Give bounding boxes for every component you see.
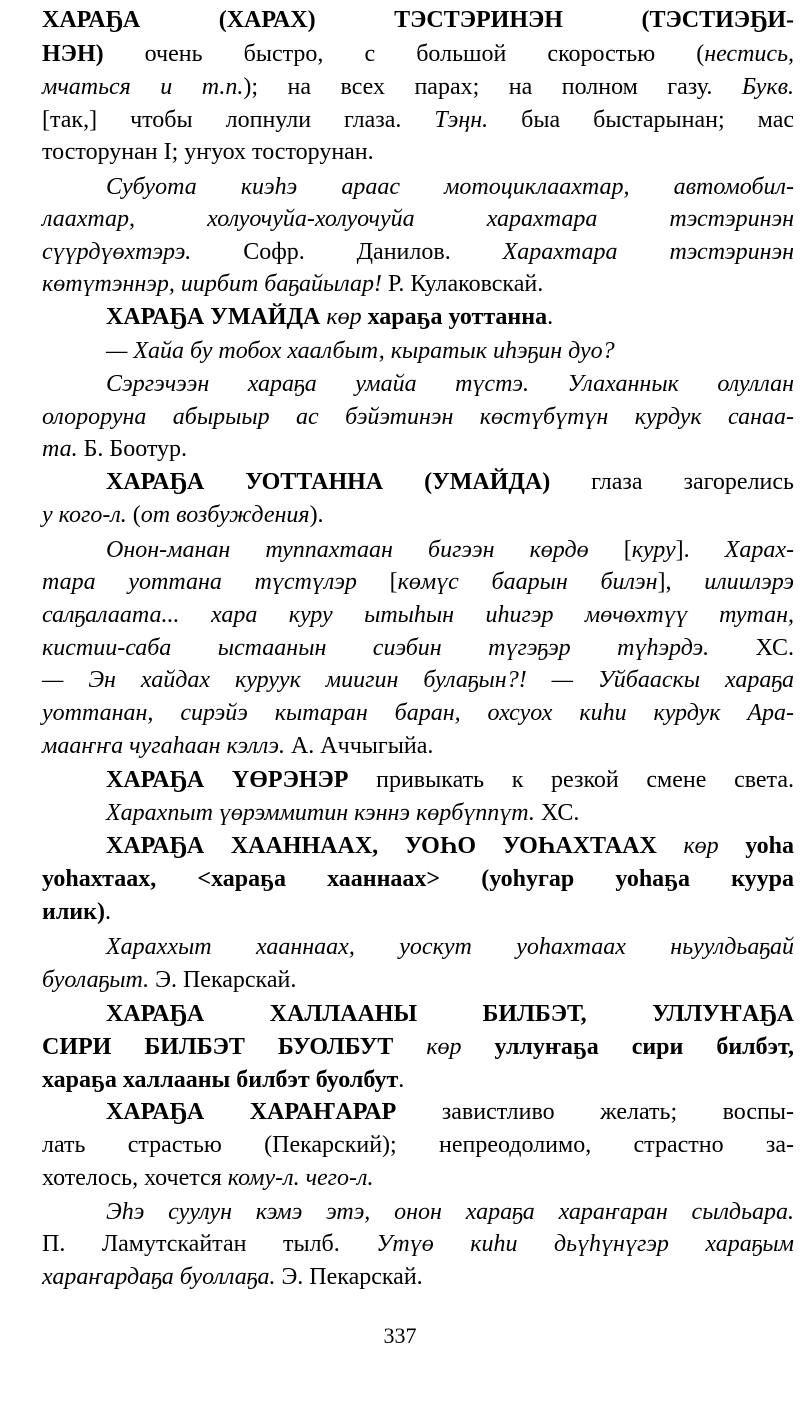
italic-text: куру <box>631 537 676 563</box>
example-line <box>42 599 794 631</box>
plain-text: Э. Пекарскай. <box>275 1264 423 1290</box>
italic-text: Харахтара тэстэринэн <box>502 239 795 265</box>
italic-text: Харахпыт үөрэммитин кэннэ көрбүппүт. <box>106 800 535 826</box>
italic-text: Утүө киһи дьүһүнүгэр хараҕым <box>376 1231 794 1257</box>
example-line <box>106 1196 794 1228</box>
plain-text: . <box>398 1067 405 1093</box>
plain-text: очень быстро, с большой скоростью ( <box>103 41 705 67</box>
text-line <box>42 499 324 531</box>
italic-text: Хараххыт хааннаах, уоскут уоһахтаах ньуулдьаҕай <box>106 934 794 960</box>
headword-text: ХАРАҔА УОТТАННА (УМАЙДА) <box>106 469 551 495</box>
plain-text: ], <box>657 569 705 595</box>
headword-text: хараҕа халлааны билбэт буолбут <box>42 1067 399 1093</box>
entry-headword-line <box>42 4 794 36</box>
example-line <box>106 534 794 566</box>
headword-text: илик) <box>42 899 105 925</box>
italic-text: Букв. <box>741 74 794 100</box>
italic-text: көр <box>320 304 362 330</box>
plain-text: тосторунан I; уҥуох тосторунан. <box>42 139 374 165</box>
text-line <box>42 1064 404 1096</box>
plain-text: глаза загорелись <box>550 469 794 495</box>
italic-text: Онон-манан туппахтаан бигээн көрдө <box>106 537 589 563</box>
plain-text: П. Ламутскайтан тылб. <box>42 1231 377 1257</box>
text-line <box>42 104 794 136</box>
italic-text: Тэңн. <box>434 107 489 133</box>
example-line <box>42 268 543 300</box>
italic-text: от возбуждения <box>140 502 310 528</box>
text-line <box>42 1162 374 1194</box>
example-line <box>42 566 794 598</box>
plain-text: Р. Кулаковскай. <box>382 271 544 297</box>
example-line <box>42 1261 423 1293</box>
text-line <box>42 896 111 928</box>
entry-headword-line <box>106 466 794 498</box>
plain-text: завистливо желать; воспы- <box>396 1099 794 1125</box>
italic-text: Харах- <box>724 537 794 563</box>
text-line <box>42 136 374 168</box>
plain-text: Софр. Данилов. <box>191 239 503 265</box>
headword-text: хараҕа уоттанна <box>361 304 548 330</box>
text-line <box>42 863 794 895</box>
example-line <box>42 664 794 696</box>
italic-text: олороруна абырыыр ас бэйэтинэн көстүбүтүн курдук санаа- <box>42 404 794 430</box>
entry-headword-line <box>106 764 794 796</box>
italic-text: мчаться и т.п. <box>42 74 244 100</box>
italic-text: у кого-л. <box>42 502 127 528</box>
italic-text: салҕалаата... хара куру ытыһын иһигэр мөчөхтүү тутан, <box>42 602 794 628</box>
headword-text: уллуҥаҕа сири билбэт, <box>461 1034 794 1060</box>
text-line <box>42 1129 794 1161</box>
plain-text: ХС. <box>709 635 794 661</box>
example-line <box>42 964 296 996</box>
headword-text: СИРИ БИЛБЭТ БУОЛБУТ <box>42 1034 394 1060</box>
headword-text: ХАРАҔА (ХАРАХ) ТЭСТЭРИНЭН (ТЭСТИЭҔИ- <box>42 7 794 33</box>
italic-text: көмүс баарын билэн <box>397 569 658 595</box>
example-line <box>42 730 433 762</box>
headword-text: уоһахтаах, <хараҕа хааннаах> (уоһугар уоһаҕа куура <box>42 866 794 892</box>
plain-text: хотелось, хочется <box>42 1165 228 1191</box>
plain-text: [ <box>588 537 632 563</box>
example-line <box>42 401 794 433</box>
plain-text: ); на всех парах; на полном газу. <box>243 74 742 100</box>
headword-text: уоһа <box>718 833 795 859</box>
example-line <box>106 368 794 400</box>
example-line <box>42 697 794 729</box>
text-line <box>42 1031 794 1063</box>
plain-text: ]. <box>675 537 725 563</box>
italic-text: Сэргэчээн хараҕа умайа түстэ. Улаханнык олуллан <box>106 371 794 397</box>
italic-text: сүүрдүөхтэрэ. <box>42 239 192 265</box>
example-line <box>106 931 794 963</box>
plain-text: . <box>547 304 554 330</box>
text-line <box>42 38 794 70</box>
text-line <box>42 71 794 103</box>
entry-headword-line <box>106 1096 794 1128</box>
plain-text: А. Аччыгыйа. <box>284 733 434 759</box>
italic-text: Эһэ суулун кэмэ этэ, онон хараҕа хараҥаран сылдьара. <box>106 1199 794 1225</box>
plain-text: быа быстарынан; мас <box>488 107 794 133</box>
italic-text: та. <box>42 436 78 462</box>
italic-text: көр <box>656 833 719 859</box>
italic-text: уоттанан, сирэйэ кытаран баран, охсуох киһи курдук Ара- <box>42 700 794 726</box>
example-line <box>42 236 794 268</box>
example-line <box>42 1228 794 1260</box>
headword-text: ХАРАҔА ХААННААХ, УОҺО УОҺАХТААХ <box>106 833 657 859</box>
italic-text: нестись, <box>704 41 794 67</box>
page-number: 337 <box>383 1323 417 1348</box>
italic-text: — Хайа бу тобох хаалбыт, кыратык иһэҕин дуо? <box>106 338 615 364</box>
example-line <box>42 203 794 235</box>
italic-text: илиилэрэ <box>704 569 794 595</box>
plain-text: ( <box>126 502 141 528</box>
italic-text: хараҥардаҕа буоллаҕа. <box>42 1264 276 1290</box>
example-line <box>42 632 794 664</box>
example-line <box>42 433 187 465</box>
plain-text: привыкать к резкой смене света. <box>348 767 794 793</box>
italic-text: көтүтэннэр, иирбит баҕайылар! <box>42 271 383 297</box>
plain-text: ХС. <box>534 800 580 826</box>
plain-text: ). <box>309 502 324 528</box>
example-line <box>106 171 794 203</box>
entry-headword-line <box>106 301 553 333</box>
headword-text: ХАРАҔА ҮӨРЭНЭР <box>106 767 349 793</box>
plain-text: Э. Пекарскай. <box>149 967 297 993</box>
italic-text: буолаҕыт. <box>42 967 150 993</box>
italic-text: көр <box>393 1034 462 1060</box>
plain-text: Б. Боотур. <box>77 436 188 462</box>
example-line <box>106 335 615 367</box>
headword-text: НЭН) <box>42 41 104 67</box>
italic-text: — Эн хайдах куруук миигин булаҕын?! — Уйбааскы хараҕа <box>42 667 794 693</box>
headword-text: ХАРАҔА ХАРАҤАРАР <box>106 1099 397 1125</box>
entry-headword-line <box>106 830 794 862</box>
plain-text: . <box>104 899 111 925</box>
italic-text: лаахтар, холуочуйа-холуочуйа харахтара тэстэринэн <box>42 206 794 232</box>
plain-text: [ <box>356 569 398 595</box>
headword-text: ХАРАҔА УМАЙДА <box>106 304 321 330</box>
example-line <box>106 797 579 829</box>
entry-headword-line <box>106 998 794 1030</box>
italic-text: кистии-саба ыстаанын сиэбин түгэҕэр түһэрдэ. <box>42 635 710 661</box>
plain-text: лать страстью (Пекарский); непреодолимо, страстно за- <box>42 1132 794 1158</box>
italic-text: тара уоттана түстүлэр <box>42 569 357 595</box>
italic-text: кому-л. чего-л. <box>227 1165 374 1191</box>
headword-text: ХАРАҔА ХАЛЛААНЫ БИЛБЭТ, УЛЛУҤАҔА <box>106 1001 794 1027</box>
italic-text: мааҥҥа чугаһаан кэллэ. <box>42 733 285 759</box>
plain-text: [так,] чтобы лопнули глаза. <box>42 107 435 133</box>
italic-text: Субуота киэһэ араас мотоциклаахтар, автомобил- <box>106 174 794 200</box>
